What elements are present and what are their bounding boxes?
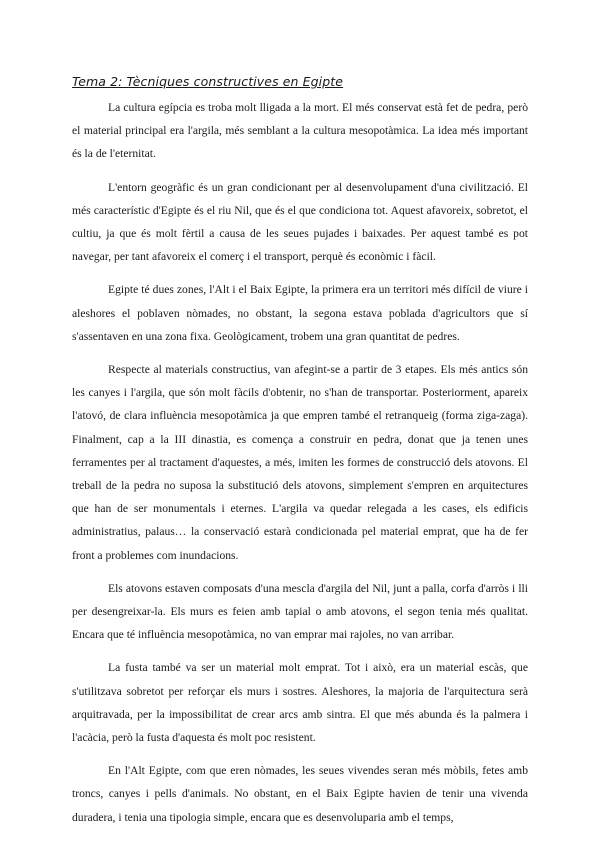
paragraph-3: Egipte té dues zones, l'Alt i el Baix Egipte, la primera era un territori més difícil de viure i aleshores el poblaven nòmades, no obstant, la segona estava poblada d'agricultors que sí s'assentaven en una zona fixa. Geològicament, trobem una gran quantitat de pedres. [72,283,528,343]
document-title: Tema 2: Tècniques constructives en Egipte [72,74,344,89]
paragraph-6: La fusta també va ser un material molt emprat. Tot i això, era un material escàs, que s'utilitzava sobretot per reforçar els murs i sostres. Aleshores, la majoria de l'arquitectura serà arquitravada, per la impossibilitat de crear arcs amb sintra. El que més abunda és la palmera i l'acàcia, però la fusta d'aquesta és molt poc resistent. [72,661,528,745]
paragraph-1: La cultura egípcia es troba molt lligada a la mort. El més conservat està fet de pedra, però el material principal era l'argila, més semblant a la cultura mesopotàmica. La idea més important és la de l'eternitat. [72,101,528,161]
paragraph-4: Respecte al materials constructius, van afegint-se a partir de 3 etapes. Els més antics són les canyes i l'argila, que són molt fàcils d'obtenir, no s'han de transportar. Posteriorment, apareix l'atovó, de clara influència mesopotàmica ja que empren també el retranqueig (forma ziga-zaga). Finalment, cap a la III dinastia, es comença a construir en pedra, donat que ja tenen unes ferramentes per al tractament d'aquestes, a més, imiten les formes de construcció dels atovons. El treball de la pedra no suposa la substitució dels atovons, simplement s'empren en arquitectures que han de ser monumentals i eternes. L'argila va quedar relegada a les cases, els edificis administratius, palaus… la conservació estarà condicionada pel material emprat, que ha de fer front a problemes com inundacions. [72,363,528,562]
document-page [72,73,528,839]
paragraph-5: Els atovons estaven composats d'una mescla d'argila del Nil, junt a palla, corfa d'arròs i lli per desengreixar-la. Els murs es feien amb tapial o amb atovons, el segon tenia més qualitat. Encara que té influència mesopotàmica, no van emprar mai rajoles, no van arribar. [72,581,528,642]
paragraph-2: L'entorn geogràfic és un gran condicionant per al desenvolupament d'una civilització. El més característic d'Egipte és el riu Nil, que és el que condiciona tot. Aquest afavoreix, sobretot, el cultiu, ja que és molt fèrtil a causa de les seues pujades i baixades. Per aquest també es pot navegar, per tant afavoreix el comerç i el transport, perquè és econòmic i fàcil. [72,180,528,264]
paragraph-7: En l'Alt Egipte, com que eren nòmades, les seues vivendes seran més mòbils, fetes amb troncs, canyes i pells d'animals. No obstant, en el Baix Egipte havien de tenir una vivenda duradera, i tenia una tipologia simple, encara que es desenvoluparia amb el temps, [72,764,528,824]
